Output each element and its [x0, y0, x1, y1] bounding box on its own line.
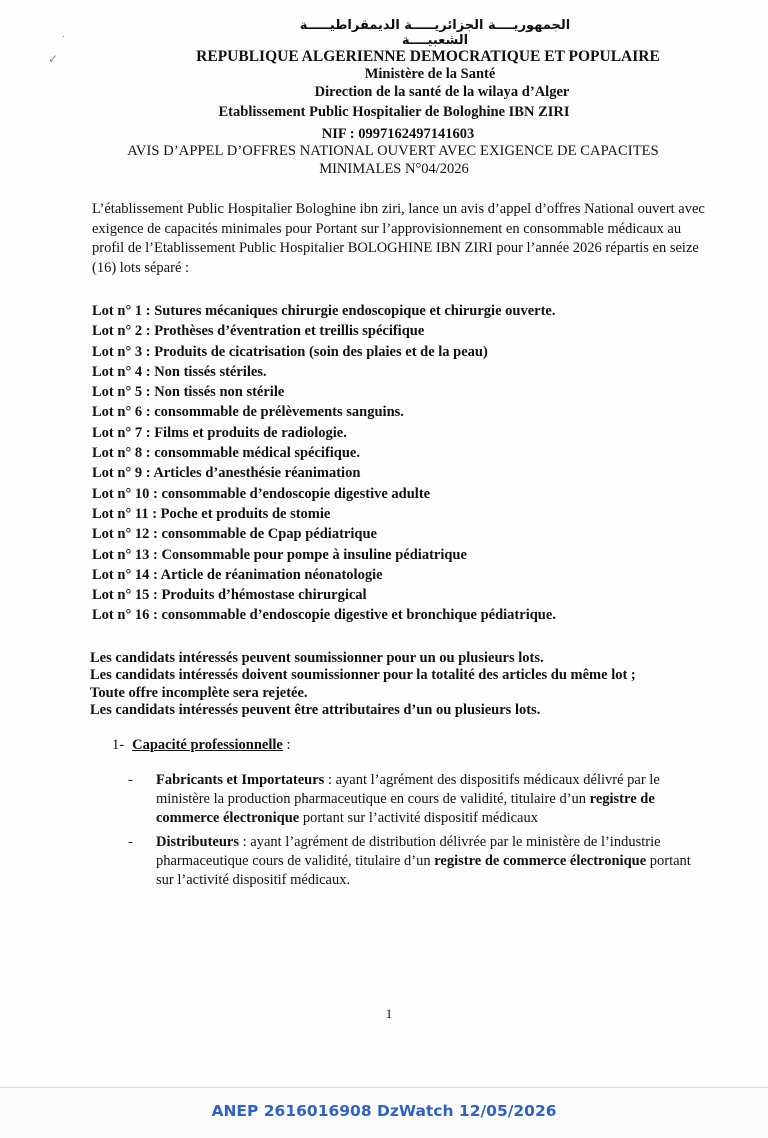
lot-item: Lot n° 16 : consommable d’endoscopie digestive et bronchique pédiatrique. [92, 607, 556, 624]
lot-item: Lot n° 13 : Consommable pour pompe à insuline pédiatrique [92, 546, 467, 563]
section-heading [112, 737, 291, 754]
bullet-dash: - [128, 834, 133, 850]
lot-item: Lot n° 3 : Produits de cicatrisation (soin des plaies et de la peau) [92, 343, 488, 360]
lot-item: Lot n° 5 : Non tissés non stérile [92, 384, 285, 401]
establishment-title: Etablissement Public Hospitalier de Bologhine IBN ZIRI [218, 104, 570, 120]
lot-item: Lot n° 15 : Produits d’hémostase chirurgical [92, 587, 367, 604]
candidate-condition: Les candidats intéressés peuvent être attributaires d’un ou plusieurs lots. [90, 701, 541, 718]
lot-item: Lot n° 4 : Non tissés stériles. [92, 363, 267, 380]
intro-paragraph: L’établissement Public Hospitalier Bologhine ibn ziri, lance un avis d’appel d’offres National ouvert avec exigence de capacités minimales pour Portant sur l’approvisionnement en consommable médicaux au profil de l’Etablissement Public Hospitalier BOLOGHINE IBN ZIRI pour l’année 2026 répartis en seize (16) lots séparé : [92, 201, 705, 276]
republic-title: REPUBLIQUE ALGERIENNE DEMOCRATIQUE ET POPULAIRE [196, 48, 660, 65]
lot-item: Lot n° 10 : consommable d’endoscopie digestive adulte [92, 485, 431, 502]
bullet-dash: - [128, 772, 133, 788]
lot-item: Lot n° 9 : Articles d’anesthésie réanimation [92, 465, 361, 482]
lot-item: Lot n° 7 : Films et produits de radiologie. [92, 424, 347, 441]
nif-number: NIF : 0997162497141603 [321, 126, 475, 142]
ministry-title: Ministère de la Santé [364, 66, 496, 82]
bullet-text: portant sur l’activité dispositif médicaux [299, 810, 538, 826]
candidate-condition: Les candidats intéressés doivent soumissionner pour la totalité des articles du même lot ; [90, 667, 636, 684]
section-colon: : [282, 737, 291, 753]
candidate-condition: Les candidats intéressés peuvent soumissionner pour un ou plusieurs lots. [90, 650, 544, 666]
footer-divider [0, 1087, 768, 1088]
anep-watermark: ANEP 2616016908 DzWatch 12/05/2026 [211, 1102, 557, 1120]
lot-item: Lot n° 11 : Poche et produits de stomie [92, 505, 331, 522]
lot-item: Lot n° 12 : consommable de Cpap pédiatrique [92, 526, 377, 543]
lot-item: Lot n° 14 : Article de réanimation néonatologie [92, 566, 383, 583]
bullet-manufacturers [128, 771, 708, 828]
candidate-condition: Toute offre incomplète sera rejetée. [90, 684, 308, 701]
avis-title-line2: MINIMALES N°04/2026 [319, 161, 469, 177]
bullet-lead: Distributeurs [156, 834, 239, 850]
bullet-strong: registre de commerce électronique [434, 853, 647, 869]
section-number: 1- [112, 737, 125, 753]
section-title: Capacité professionnelle [132, 737, 283, 753]
bullet-text: : ayant l’agrément de distribution délivrée par le ministère de l’industrie pharmaceutique cours de validité, titulaire d’un [156, 834, 661, 869]
bullet-text: : ayant l’agrément des dispositifs médicaux délivré par le ministère la production pharmaceutique en cours de validité, titulaire d’un [156, 772, 660, 807]
lot-item: Lot n° 8 : consommable médical spécifique. [92, 445, 360, 462]
lot-item: Lot n° 1 : Sutures mécaniques chirurgie endoscopique et chirurgie ouverte. [92, 303, 556, 319]
bullet-lead: Fabricants et Importateurs [156, 772, 325, 788]
page-number: 1 [385, 1006, 393, 1021]
arabic-header: الجمهوريــــة الجزائريـــــة الديمقراطيـــــة الشعبيــــة [299, 18, 571, 48]
bullet-strong: registre de commerce électronique [156, 791, 655, 826]
avis-title-line1: AVIS D’APPEL D’OFFRES NATIONAL OUVERT AVEC EXIGENCE DE CAPACITES [127, 143, 659, 159]
direction-title: Direction de la santé de la wilaya d’Alger [314, 84, 570, 100]
bullet-distributors [128, 833, 708, 890]
lot-item: Lot n° 2 : Prothèses d’éventration et treillis spécifique [92, 323, 425, 340]
bullet-text: portant sur l’activité dispositif médicaux. [156, 853, 691, 888]
scan-speck: · [62, 32, 66, 43]
candidates-conditions [90, 650, 730, 719]
lot-item: Lot n° 6 : consommable de prélèvements sanguins. [92, 404, 404, 421]
capacity-bullets [128, 771, 708, 895]
lots-list [92, 301, 732, 626]
scan-speck: ✓ [48, 52, 59, 66]
